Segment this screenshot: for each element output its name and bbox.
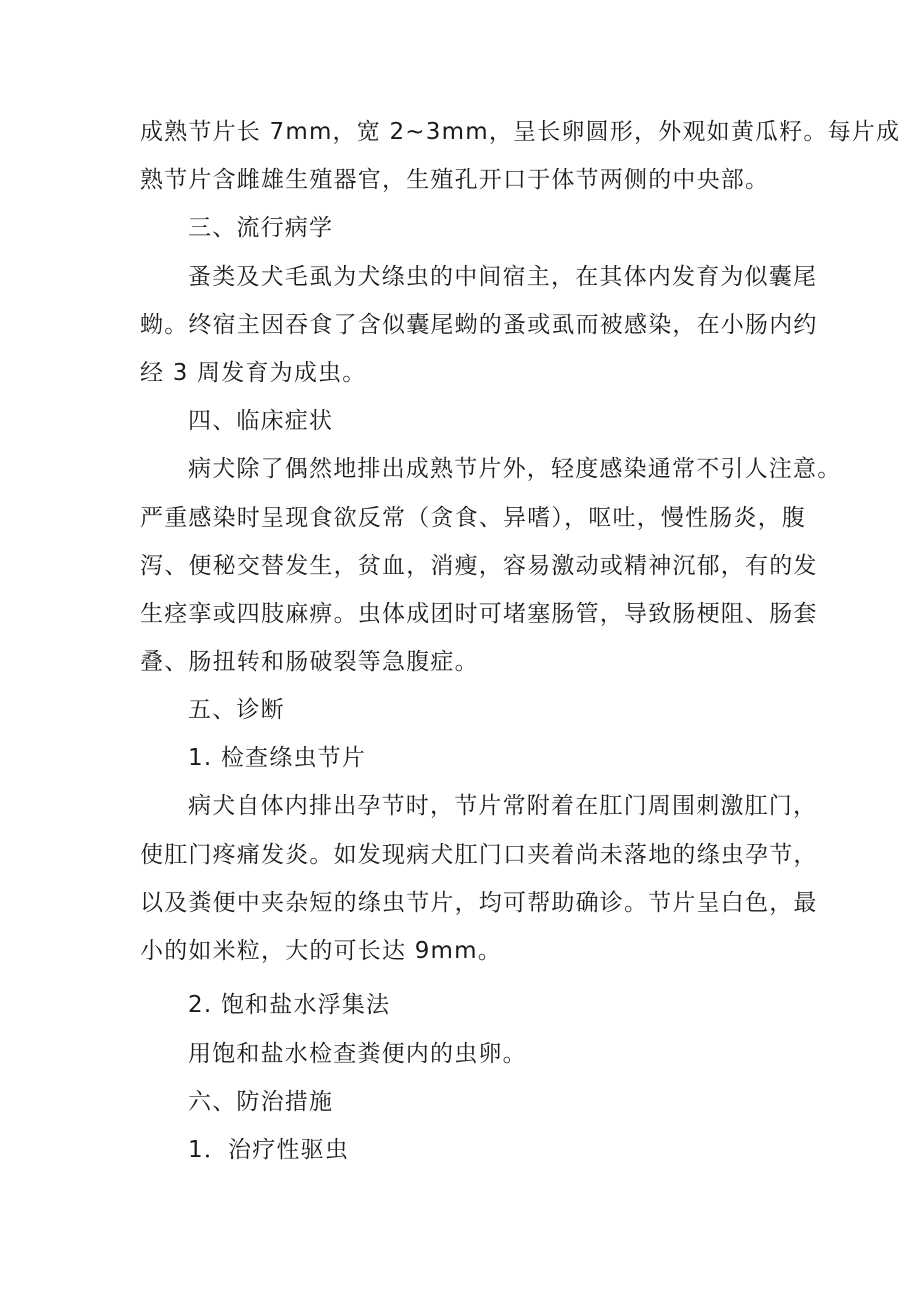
text-line: 生痉挛或四肢麻痹。虫体成团时可堵塞肠管，导致肠梗阻、肠套 [140, 601, 818, 627]
text-line: 泻、便秘交替发生，贫血，消瘦，容易激动或精神沉郁，有的发 [140, 553, 818, 579]
section-heading: 六、防治措施 [188, 1089, 334, 1115]
subsection-heading: 2. 饱和盐水浮集法 [188, 992, 391, 1018]
text-line: 使肛门疼痛发炎。如发现病犬肛门口夹着尚未落地的绦虫孕节， [140, 842, 818, 868]
subsection-heading: 1．治疗性驱虫 [188, 1137, 350, 1163]
text-line: 以及粪便中夹杂短的绦虫节片，均可帮助确诊。节片呈白色，最 [140, 890, 818, 916]
text-line: 病犬自体内排出孕节时，节片常附着在肛门周围刺激肛门， [188, 793, 818, 819]
text-line: 成熟节片长 7mm，宽 2~3mm，呈长卵圆形，外观如黄瓜籽。每片成 [140, 119, 901, 145]
text-line: 经 3 周发育为成虫。 [140, 360, 367, 386]
text-line: 蚤类及犬毛虱为犬绦虫的中间宿主，在其体内发育为似囊尾 [188, 264, 818, 290]
subsection-heading: 1. 检查绦虫节片 [188, 745, 367, 771]
text-line: 用饱和盐水检查粪便内的虫卵。 [188, 1041, 527, 1067]
text-line: 叠、肠扭转和肠破裂等急腹症。 [140, 649, 479, 675]
text-line: 小的如米粒，大的可长达 9mm。 [140, 938, 502, 964]
text-line: 病犬除了偶然地排出成熟节片外，轻度感染通常不引人注意。 [188, 456, 842, 482]
section-heading: 三、流行病学 [188, 215, 334, 241]
section-heading: 四、临床症状 [188, 408, 334, 434]
text-line: 蚴。终宿主因吞食了含似囊尾蚴的蚤或虱而被感染，在小肠内约 [140, 312, 818, 338]
section-heading: 五、诊断 [188, 697, 285, 723]
text-line: 熟节片含雌雄生殖器官，生殖孔开口于体节两侧的中央部。 [140, 167, 770, 193]
text-line: 严重感染时呈现食欲反常（贪食、异嗜），呕吐，慢性肠炎，腹 [140, 505, 807, 531]
